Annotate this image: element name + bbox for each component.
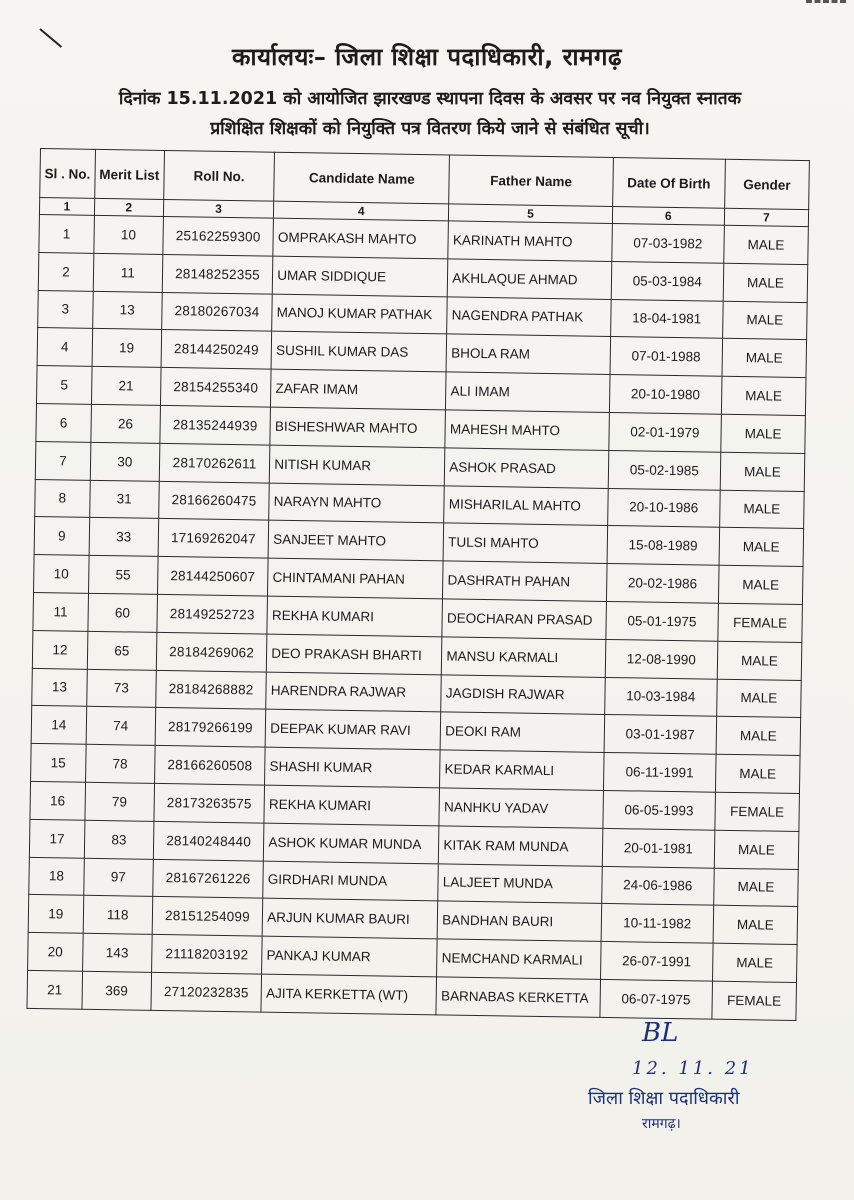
cell-gender: MALE	[717, 641, 802, 680]
cell-merit-list: 21	[91, 367, 161, 406]
cell-sl-no: 6	[36, 403, 91, 442]
cell-sl-no: 19	[28, 895, 83, 934]
column-number: 5	[449, 204, 613, 224]
cell-date-of-birth: 02-01-1979	[609, 412, 722, 452]
cell-date-of-birth: 20-10-1986	[607, 488, 720, 528]
cell-gender: MALE	[716, 717, 801, 756]
list-description	[40, 84, 820, 144]
cell-merit-list: 31	[89, 480, 159, 519]
cell-gender: FEMALE	[715, 792, 800, 831]
signature-block	[560, 1018, 800, 1138]
cell-merit-list: 83	[84, 820, 154, 859]
cell-father-name: NEMCHAND KARMALI	[437, 939, 601, 979]
cell-father-name: LALJEET MUNDA	[438, 863, 602, 903]
cell-father-name: MAHESH MAHTO	[445, 410, 609, 450]
list-description-line-2: प्रशिक्षित शिक्षकों को नियुक्ति पत्र वितरण किये जाने से संबंधित सूची।	[210, 119, 650, 139]
column-number: 2	[94, 198, 163, 216]
cell-gender: MALE	[714, 830, 799, 869]
cell-candidate-name: PANKAJ KUMAR	[262, 936, 438, 977]
header-date-of-birth: Date Of Birth	[612, 158, 725, 209]
cell-date-of-birth: 06-05-1993	[603, 790, 716, 830]
cell-father-name: MANSU KARMALI	[442, 637, 606, 677]
cell-father-name: JAGDISH RAJWAR	[441, 674, 605, 714]
cell-roll-no: 28166260475	[158, 481, 269, 521]
cell-merit-list: 65	[87, 631, 157, 670]
cell-father-name: BARNABAS KERKETTA	[436, 977, 600, 1017]
cell-roll-no: 28148252355	[162, 254, 273, 294]
header-gender: Gender	[725, 159, 810, 209]
cell-candidate-name: BISHESHWAR MAHTO	[270, 407, 446, 448]
cell-merit-list: 26	[91, 404, 161, 443]
cell-date-of-birth: 06-11-1991	[603, 753, 716, 793]
cell-father-name: KITAK RAM MUNDA	[439, 826, 603, 866]
cell-father-name: AKHLAQUE AHMAD	[448, 259, 612, 299]
cell-sl-no: 21	[27, 970, 82, 1009]
cell-date-of-birth: 10-03-1984	[604, 677, 717, 717]
cell-candidate-name: MANOJ KUMAR PATHAK	[272, 294, 448, 335]
cell-merit-list: 79	[85, 782, 155, 821]
handwritten-initial: BL	[642, 1018, 679, 1048]
cell-date-of-birth: 07-03-1982	[611, 223, 724, 263]
cell-gender: FEMALE	[718, 603, 803, 642]
cell-date-of-birth: 20-02-1986	[606, 564, 719, 604]
table-body	[27, 214, 808, 1020]
signature-date: 12. 11. 21	[632, 1058, 754, 1079]
header-candidate-name: Candidate Name	[274, 152, 450, 204]
cell-gender: MALE	[719, 490, 804, 529]
cell-gender: MALE	[714, 868, 799, 907]
cell-merit-list: 55	[88, 555, 158, 594]
cell-roll-no: 28144250607	[157, 557, 268, 597]
officer-stamp-place: रामगढ़।	[642, 1116, 681, 1132]
cell-merit-list: 60	[88, 593, 158, 632]
cell-roll-no: 28135244939	[160, 405, 271, 445]
cell-sl-no: 11	[33, 592, 88, 631]
cell-roll-no: 28149252723	[157, 594, 268, 634]
cell-candidate-name: DEO PRAKASH BHARTI	[267, 634, 443, 675]
cell-merit-list: 73	[86, 669, 156, 708]
edge-marks	[806, 0, 846, 15]
cell-father-name: KARINATH MAHTO	[448, 221, 612, 261]
cell-roll-no: 28140248440	[153, 821, 264, 861]
officer-stamp-title: जिला शिक्षा पदाधिकारी	[588, 1088, 740, 1109]
cell-date-of-birth: 05-03-1984	[611, 261, 724, 301]
cell-gender: MALE	[712, 943, 797, 982]
header-merit-list: Merit List	[94, 149, 164, 199]
cell-roll-no: 27120232835	[151, 972, 262, 1012]
cell-roll-no: 28144250249	[161, 330, 272, 370]
column-number: 3	[163, 199, 274, 218]
cell-sl-no: 20	[28, 933, 83, 972]
cell-sl-no: 1	[39, 214, 94, 253]
cell-father-name: ALI IMAM	[446, 372, 610, 412]
cell-merit-list: 30	[90, 442, 160, 481]
cell-date-of-birth: 05-02-1985	[608, 450, 721, 490]
cell-candidate-name: ASHOK KUMAR MUNDA	[264, 823, 440, 864]
cell-candidate-name: NARAYN MAHTO	[269, 483, 445, 524]
cell-candidate-name: REKHA KUMARI	[267, 596, 443, 637]
cell-gender: MALE	[713, 906, 798, 945]
cell-merit-list: 369	[82, 971, 152, 1010]
cell-father-name: ASHOK PRASAD	[445, 448, 609, 488]
cell-gender: MALE	[721, 414, 806, 453]
cell-sl-no: 2	[38, 252, 93, 291]
cell-gender: FEMALE	[712, 981, 797, 1020]
cell-roll-no: 28180267034	[161, 292, 272, 332]
cell-candidate-name: SHASHI KUMAR	[265, 747, 441, 788]
cell-sl-no: 14	[31, 706, 86, 745]
cell-sl-no: 12	[32, 630, 87, 669]
cell-sl-no: 16	[30, 781, 85, 820]
cell-father-name: MISHARILAL MAHTO	[444, 485, 608, 525]
cell-roll-no: 28184268882	[156, 670, 267, 710]
cell-father-name: DEOKI RAM	[440, 712, 604, 752]
cell-date-of-birth: 15-08-1989	[607, 526, 720, 566]
cell-merit-list: 13	[92, 291, 162, 330]
cell-candidate-name: HARENDRA RAJWAR	[266, 672, 442, 713]
cell-candidate-name: GIRDHARI MUNDA	[263, 861, 439, 902]
cell-date-of-birth: 05-01-1975	[606, 601, 719, 641]
cell-roll-no: 28166260508	[154, 746, 265, 786]
cell-sl-no: 7	[35, 441, 90, 480]
cell-merit-list: 143	[82, 933, 152, 972]
column-number: 4	[274, 201, 449, 221]
cell-merit-list: 10	[94, 215, 164, 254]
cell-sl-no: 5	[36, 366, 91, 405]
cell-sl-no: 8	[35, 479, 90, 518]
cell-roll-no: 28151254099	[152, 897, 263, 937]
cell-gender: MALE	[717, 679, 802, 718]
cell-date-of-birth: 06-07-1975	[600, 979, 713, 1019]
cell-candidate-name: SUSHIL KUMAR DAS	[271, 332, 447, 373]
cell-roll-no: 28173263575	[154, 783, 265, 823]
cell-sl-no: 10	[34, 555, 89, 594]
cell-roll-no: 25162259300	[163, 216, 274, 256]
cell-merit-list: 74	[86, 707, 156, 746]
cell-gender: MALE	[724, 225, 809, 264]
cell-father-name: DEOCHARAN PRASAD	[442, 599, 606, 639]
cell-sl-no: 3	[38, 290, 93, 329]
header-father-name: Father Name	[449, 155, 613, 207]
cell-gender: MALE	[722, 339, 807, 378]
cell-sl-no: 18	[29, 857, 84, 896]
cell-roll-no: 28170262611	[159, 443, 270, 483]
cell-father-name: BHOLA RAM	[446, 334, 610, 374]
cell-father-name: NAGENDRA PATHAK	[447, 297, 611, 337]
cell-roll-no: 28154255340	[160, 368, 271, 408]
cell-candidate-name: REKHA KUMARI	[264, 785, 440, 826]
list-description-line-1: दिनांक 15.11.2021 को आयोजित झारखण्ड स्थापना दिवस के अवसर पर नव नियुक्त स्नातक	[118, 89, 742, 109]
header-sl-no: Sl . No.	[40, 149, 96, 199]
cell-gender: MALE	[722, 301, 807, 340]
cell-sl-no: 9	[34, 517, 89, 556]
cell-candidate-name: ZAFAR IMAM	[271, 369, 447, 410]
cell-father-name: NANHKU YADAV	[439, 788, 603, 828]
cell-merit-list: 11	[93, 253, 163, 292]
cell-roll-no: 28184269062	[156, 632, 267, 672]
cell-candidate-name: UMAR SIDDIQUE	[273, 256, 449, 297]
cell-date-of-birth: 10-11-1982	[601, 904, 714, 944]
cell-merit-list: 118	[83, 896, 153, 935]
appointment-list-table	[26, 148, 809, 1021]
cell-gender: MALE	[723, 263, 808, 302]
cell-merit-list: 97	[84, 858, 154, 897]
cell-date-of-birth: 20-10-1980	[609, 375, 722, 415]
cell-date-of-birth: 07-01-1988	[610, 337, 723, 377]
cell-roll-no: 28167261226	[153, 859, 264, 899]
cell-merit-list: 33	[89, 518, 159, 557]
cell-merit-list: 78	[85, 744, 155, 783]
cell-candidate-name: OMPRAKASH MAHTO	[273, 218, 449, 259]
column-number: 7	[724, 208, 808, 226]
cell-candidate-name: DEEPAK KUMAR RAVI	[265, 709, 441, 750]
cell-father-name: TULSI MAHTO	[443, 523, 607, 563]
cell-sl-no: 15	[31, 744, 86, 783]
cell-father-name: BANDHAN BAURI	[437, 901, 601, 941]
cell-candidate-name: ARJUN KUMAR BAURI	[262, 898, 438, 939]
cell-date-of-birth: 18-04-1981	[610, 299, 723, 339]
cell-father-name: DASHRATH PAHAN	[443, 561, 607, 601]
cell-candidate-name: AJITA KERKETTA (WT)	[261, 974, 437, 1015]
cell-gender: MALE	[715, 754, 800, 793]
cell-sl-no: 17	[29, 819, 84, 858]
cell-father-name: KEDAR KARMALI	[440, 750, 604, 790]
cell-gender: MALE	[720, 452, 805, 491]
cell-date-of-birth: 03-01-1987	[604, 715, 717, 755]
cell-gender: MALE	[718, 565, 803, 604]
cell-sl-no: 4	[37, 328, 92, 367]
cell-roll-no: 21118203192	[151, 934, 262, 974]
column-number: 6	[612, 206, 724, 225]
column-number: 1	[39, 198, 94, 216]
cell-date-of-birth: 26-07-1991	[600, 942, 713, 982]
header-roll-no: Roll No.	[163, 150, 274, 201]
office-title: कार्यालयः– जिला शिक्षा पदाधिकारी, रामगढ़	[232, 43, 622, 71]
cell-roll-no: 28179266199	[155, 708, 266, 748]
cell-sl-no: 13	[32, 668, 87, 707]
cell-candidate-name: SANJEET MAHTO	[268, 521, 444, 562]
cell-gender: MALE	[721, 376, 806, 415]
cell-date-of-birth: 12-08-1990	[605, 639, 718, 679]
cell-candidate-name: CHINTAMANI PAHAN	[268, 558, 444, 599]
cell-merit-list: 19	[92, 329, 162, 368]
cell-candidate-name: NITISH KUMAR	[270, 445, 446, 486]
cell-gender: MALE	[719, 528, 804, 567]
cell-roll-no: 17169262047	[158, 519, 269, 559]
cell-date-of-birth: 20-01-1981	[602, 828, 715, 868]
cell-date-of-birth: 24-06-1986	[601, 866, 714, 906]
